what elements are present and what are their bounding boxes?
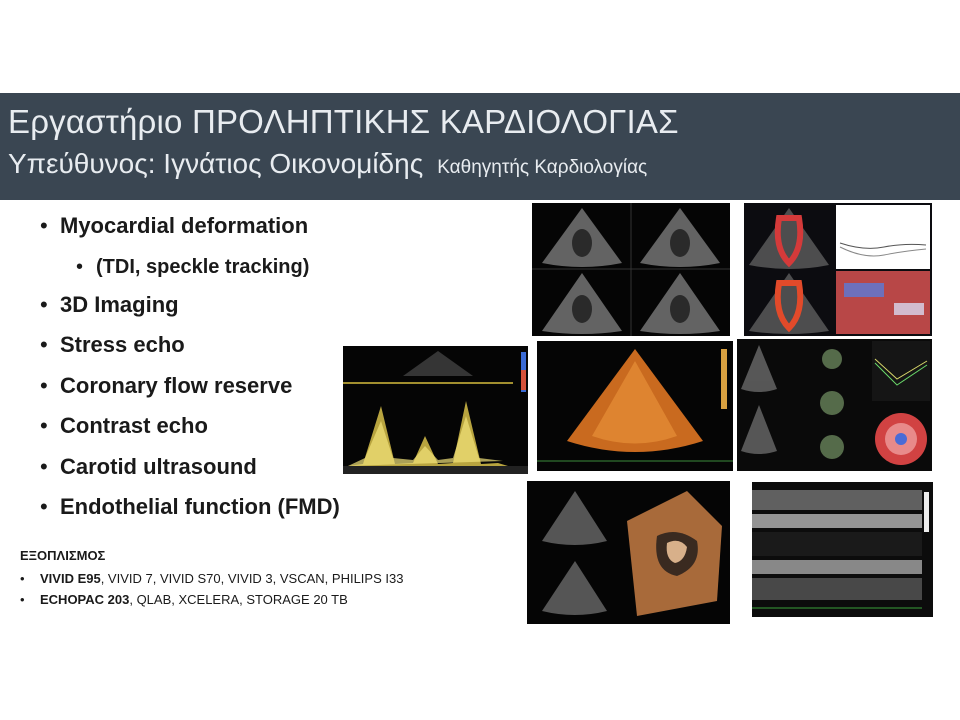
bullet-item: • Stress echo (40, 327, 340, 368)
bullet-item: • Endothelial function (FMD) (40, 489, 340, 530)
head-person: Υπεύθυνος: Ιγνάτιος Οικονομίδης (8, 148, 424, 179)
services-list (40, 208, 340, 530)
page-subtitle (8, 148, 647, 180)
3d-strain-image (737, 339, 932, 471)
equipment-item (20, 568, 403, 589)
carotid-ultrasound-image (752, 482, 933, 617)
equipment-heading: ΕΞΟΠΛΙΣΜΟΣ (20, 548, 106, 563)
contrast-echo-image (537, 341, 733, 471)
bullet-item: • Myocardial deformation (40, 208, 340, 249)
equipment-item-rest: , QLAB, XCELERA, STORAGE 20 TB (129, 592, 348, 607)
bullet-subitem: • (TDI, speckle tracking) (76, 249, 340, 287)
head-role: Καθηγητής Καρδιολογίας (437, 157, 648, 178)
equipment-list (20, 568, 403, 610)
speckle-tracking-image (744, 203, 932, 336)
bullet-item: • Coronary flow reserve (40, 368, 340, 409)
doppler-flow-image (343, 346, 528, 474)
equipment-item-bold: VIVID E95 (40, 571, 101, 586)
bullet-item: • 3D Imaging (40, 287, 340, 328)
equipment-item-rest: , VIVID 7, VIVID S70, VIVID 3, VSCAN, PHILIPS I33 (100, 571, 404, 586)
bullet-item: • Carotid ultrasound (40, 449, 340, 490)
3d-imaging-image (527, 481, 730, 624)
stress-echo-image (532, 203, 730, 336)
equipment-item (20, 589, 403, 610)
bullet-item: • Contrast echo (40, 408, 340, 449)
equipment-item-bold: ECHOPAC 203 (40, 592, 130, 607)
page-title: Εργαστήριο ΠΡΟΛΗΠΤΙΚΗΣ ΚΑΡΔΙΟΛΟΓΙΑΣ (8, 103, 679, 140)
